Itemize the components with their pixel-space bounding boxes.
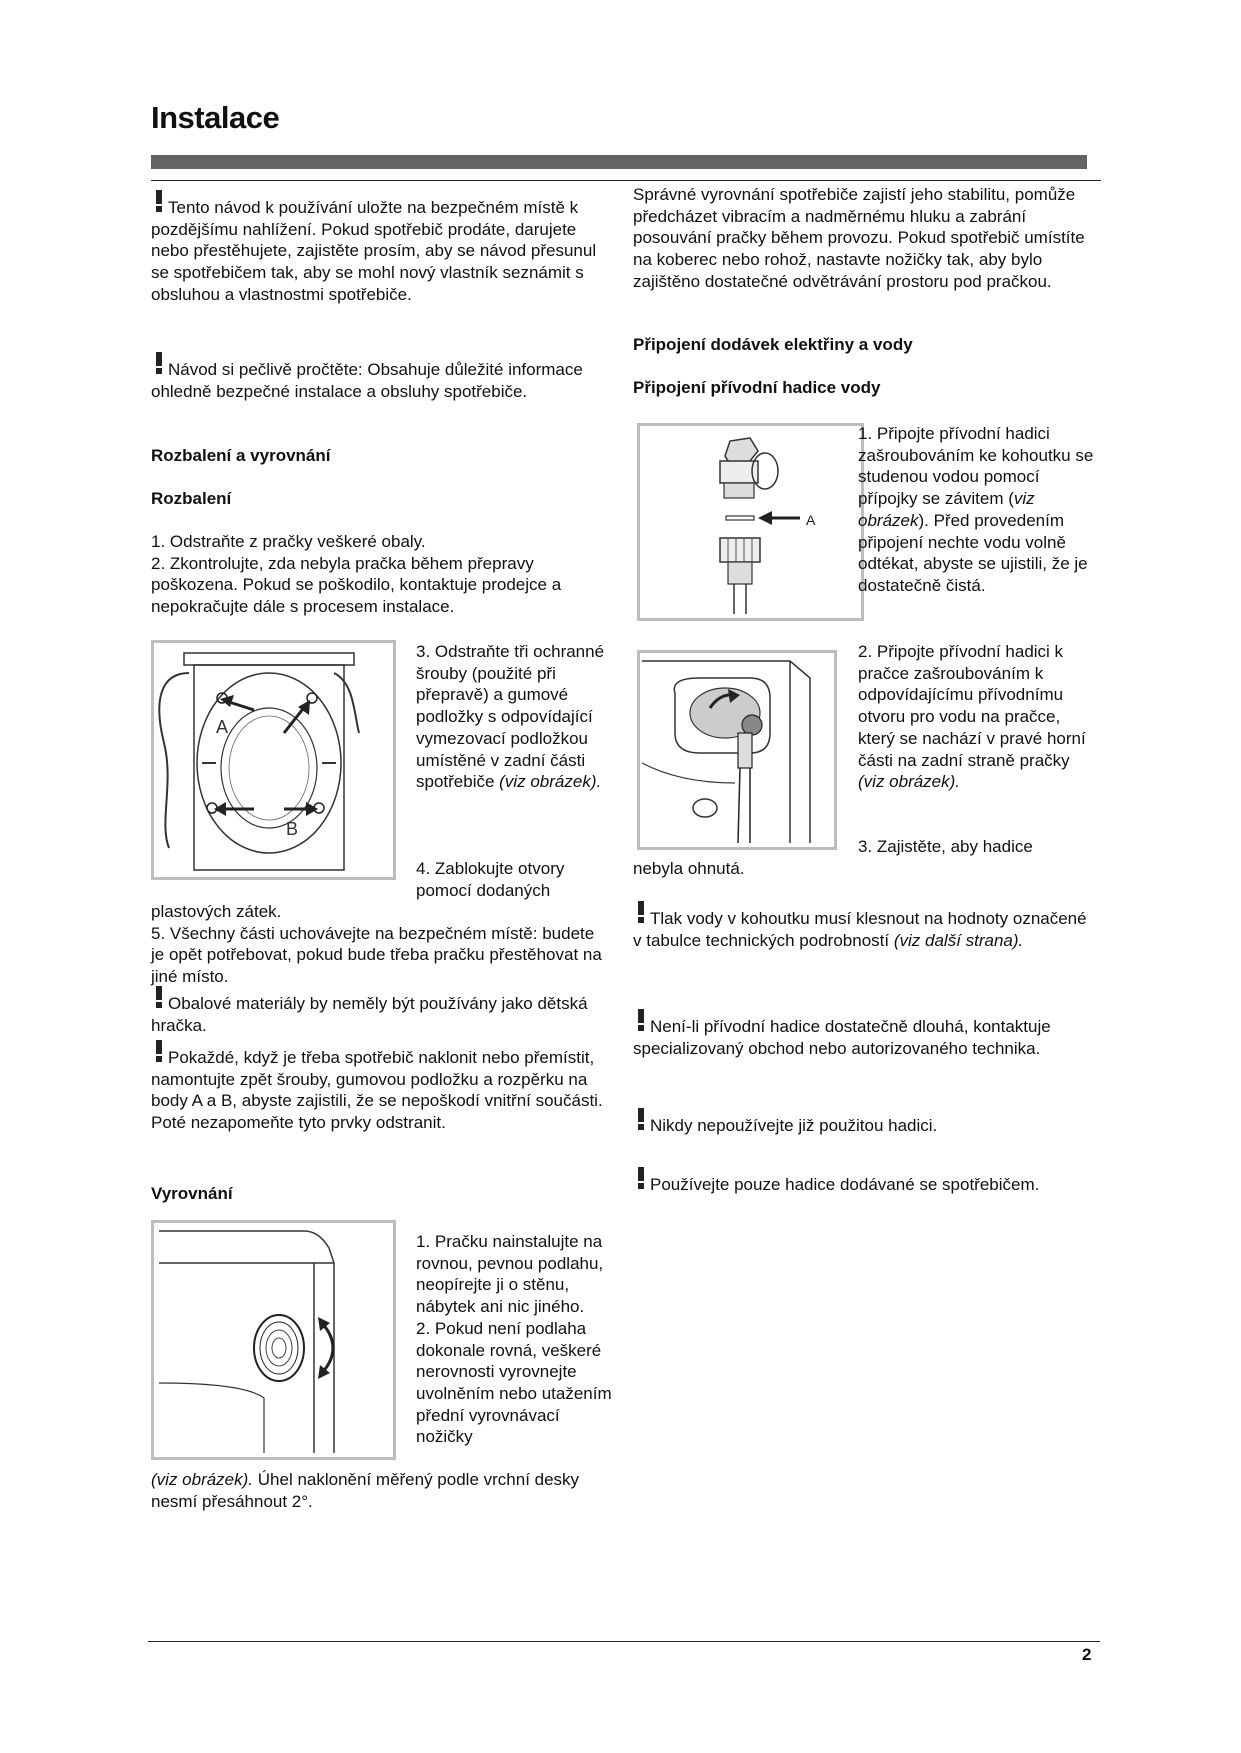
warning-icon [637, 1169, 644, 1191]
figure-label-a: A [216, 717, 229, 737]
heading-unpack-level: Rozbalení a vyrovnání [151, 446, 331, 465]
step-5: 5. Všechny části uchovávejte na bezpečném místě: budete je opět potřebovat, pokud bude třeba pračku přestěhovat na jiné místo. [151, 923, 602, 987]
title-bar [151, 155, 1087, 169]
warning-packaging: Obalové materiály by neměly být používány jako dětská hračka. [151, 988, 611, 1036]
level-step-2: 2. Pokud není podlaha dokonale rovná, veškeré nerovnosti vyrovnejte uvolněním nebo utažením přední vyrovnávací nožičky [416, 1318, 612, 1447]
level-step-1: 1. Pračku nainstalujte na rovnou, pevnou podlahu, neopírejte ji o stěnu, nábytek ani nic jiného. [416, 1232, 604, 1317]
warning-read-manual: Návod si pečlivě pročtěte: Obsahuje důležité informace ohledně bezpečné instalace a obsluhy spotřebiče. [151, 354, 611, 402]
hose-step-3-b: nebyla ohnutá. [633, 859, 745, 878]
warning-used-hose: Nikdy nepoužívejte již použitou hadici. [633, 1110, 1093, 1137]
warning-keep-manual: Tento návod k používání uložte na bezpečném místě k pozdějšímu nahlížení. Pokud spotřebič prodáte, darujete nebo přestěhujete, zajistěte prosím, aby se návod přesunul se spotřebičem tak, aby se mohl nový vlastník seznámit s obsluhou a vlastnostmi spotřebiče. [151, 192, 611, 306]
figure-levelling-foot [151, 1220, 396, 1460]
figure-label-a: A [806, 512, 816, 528]
figure-transport-bolts [151, 640, 396, 880]
unpack-steps [151, 531, 611, 618]
step-4-a: 4. Zablokujte otvory pomocí dodaných [416, 859, 565, 900]
heading-connect: Připojení dodávek elektřiny a vody [633, 335, 913, 354]
heading-level: Vyrovnání [151, 1184, 233, 1203]
left-column-top [151, 192, 611, 306]
warning-icon [155, 354, 162, 376]
warning-icon [637, 1011, 644, 1033]
figure-label-b: B [286, 819, 299, 839]
warning-icon [155, 1042, 162, 1064]
heading-unpack: Rozbalení [151, 489, 232, 508]
warning-pressure: Tlak vody v kohoutku musí klesnout na hodnoty označené v tabulce technických podrobností (viz další strana). [633, 903, 1093, 951]
hose-step-3-a: 3. Zajistěte, aby hadice [858, 837, 1033, 856]
step-4-b: plastových zátek. [151, 902, 282, 921]
figure-tap-connection [637, 423, 864, 621]
heading-hose: Připojení přívodní hadice vody [633, 378, 881, 397]
bolts-instructions [416, 641, 616, 793]
level-instructions [416, 1231, 616, 1448]
left-column-read [151, 354, 611, 402]
warning-icon [637, 903, 644, 925]
page-number: 2 [1082, 1645, 1092, 1664]
page-title: Instalace [151, 100, 280, 135]
figure-machine-inlet [637, 650, 837, 850]
hose-step-1: 1. Připojte přívodní hadici zašroubováním ke kohoutku se studenou vodou pomocí přípojky se závitem (viz obrázek). Před provedením připojení nechte vodu volně odtékat, abyste se ujistili, že je dostatečně čistá. [858, 424, 1094, 595]
footer-rule [148, 1641, 1100, 1642]
warning-tilt: Pokaždé, když je třeba spotřebič naklonit nebo přemístit, namontujte zpět šrouby, gumovou podložku a rozpěrku na body A a B, abyste zajistili, že se nepoškodí vnitřní součásti. Poté nezapomeňte tyto prvky odstranit. [151, 1042, 611, 1134]
warning-icon [155, 192, 162, 214]
step-1: 1. Odstraňte z pračky veškeré obaly. [151, 532, 426, 551]
level-tail: (viz obrázek). Úhel naklonění měřený podle vrchní desky nesmí přesáhnout 2°. [151, 1470, 580, 1511]
steps-4-5 [151, 901, 611, 988]
warning-icon [637, 1110, 644, 1132]
warning-icon [155, 988, 162, 1010]
hose-step-2: 2. Připojte přívodní hadici k pračce zašroubováním k odpovídajícímu přívodnímu otvoru pro vodu na pračce, který se nachází v pravé horní části na zadní straně pračky (viz obrázek). [858, 642, 1086, 792]
header-rule [151, 180, 1101, 181]
warning-hose-length: Není-li přívodní hadice dostatečně dlouhá, kontaktuje specializovaný obchod nebo autorizovaného technika. [633, 1011, 1093, 1059]
levelling-intro: Správné vyrovnání spotřebiče zajistí jeho stabilitu, pomůže předcházet vibracím a nadměrnému hluku a zabrání posouvání pračky během provozu. Pokud spotřebič umístíte na koberec nebo rohož, nastavte nožičky tak, aby bylo zajištěno dostatečné odvětrávání prostoru pod pračkou. [633, 185, 1085, 291]
step-3: 3. Odstraňte tři ochranné šrouby (použité při přepravě) a gumové podložky s odpovídající vymezovací podložkou umístěné v zadní části spotřebiče (viz obrázek). [416, 642, 605, 792]
step-2: 2. Zkontrolujte, zda nebyla pračka během přepravy poškozena. Pokud se poškodilo, kontaktuje prodejce a nepokračujte dále s procesem instalace. [151, 553, 562, 617]
warning-supplied-hose: Používejte pouze hadice dodávané se spotřebičem. [633, 1169, 1103, 1196]
